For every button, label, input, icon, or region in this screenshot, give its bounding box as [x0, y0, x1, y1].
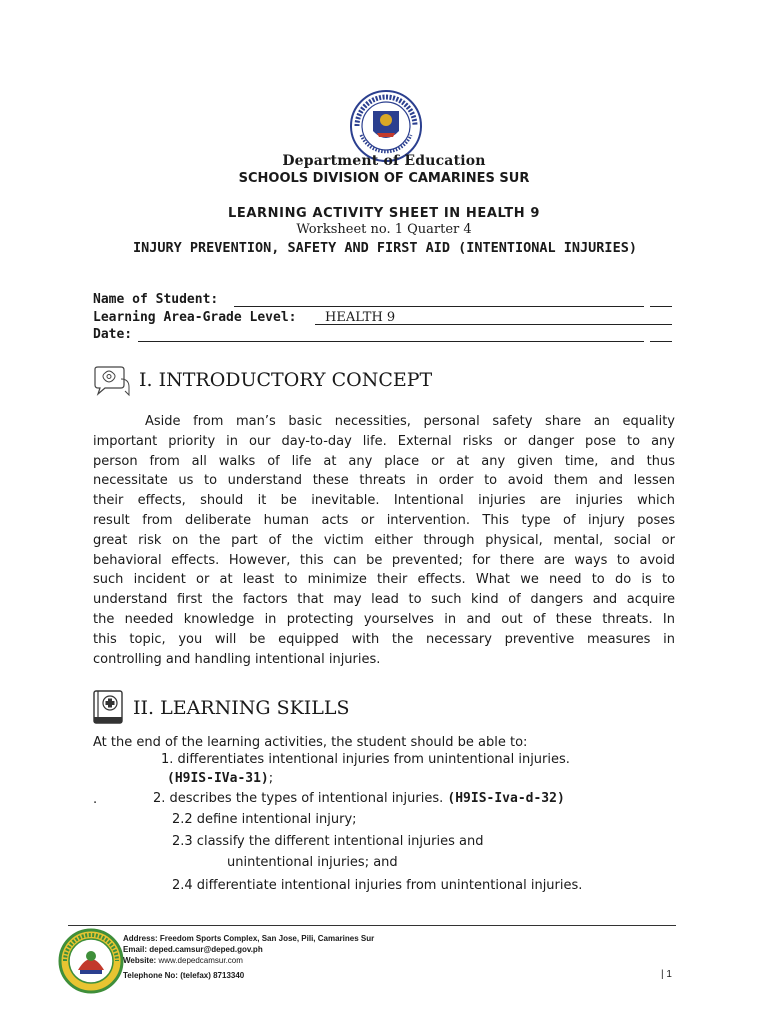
learning-area-field[interactable]: [93, 310, 396, 328]
division-name: SCHOOLS DIVISION OF CAMARINES SUR: [238, 171, 530, 186]
footer-email-label: Email:: [123, 945, 148, 954]
skill-item-2: 2. describes the types of intentional injuries.: [153, 791, 448, 806]
footer-telephone-value: (telefax) 8713340: [180, 971, 245, 980]
sdo-camarines-sur-seal-logo: [58, 928, 124, 994]
footer-email-value: deped.camsur@deped.gov.ph: [149, 945, 263, 954]
date-line: [138, 327, 644, 342]
intro-line: such incident or at least to minimize their effects. What we need to do is to: [93, 572, 675, 588]
intro-line: understand first the factors that may lead to such kind of dangers and acquire: [93, 592, 675, 608]
department-name: Department of Education: [282, 153, 486, 169]
skills-intro: At the end of the learning activities, the student should be able to:: [93, 735, 528, 750]
first-aid-book-icon: [91, 689, 127, 727]
skill-sub-2-4: 2.4 differentiate intentional injuries from unintentional injuries.: [172, 878, 583, 893]
skill-item-1-code: (H9IS-IVa-31): [167, 771, 269, 786]
footer-address: [123, 934, 374, 943]
sheet-title: LEARNING ACTIVITY SHEET IN HEALTH 9: [228, 206, 540, 221]
footer-address-label: Address:: [123, 934, 158, 943]
student-name-line: [234, 292, 644, 307]
footer-telephone: [123, 971, 244, 980]
intro-line: important priority in our day-to-day life. External risks or danger pose to any: [93, 433, 675, 449]
page-number: | 1: [661, 969, 672, 980]
student-name-label: Name of Student:: [93, 292, 219, 307]
worksheet-number: Worksheet no. 1 Quarter 4: [296, 222, 472, 237]
intro-line: controlling and handling intentional injuries.: [93, 651, 381, 667]
intro-line: Aside from man’s basic necessities, personal safety share an equality: [145, 414, 675, 429]
intro-line: behavioral effects. However, this can be prevented; for there are ways to avoid: [93, 552, 675, 568]
skill-sub-2-2: 2.2 define intentional injury;: [172, 812, 357, 827]
deped-seal-logo: [349, 89, 423, 163]
learning-area-value: HEALTH 9: [325, 310, 396, 325]
section1-title: I. INTRODUCTORY CONCEPT: [139, 369, 433, 391]
student-name-line-end: [650, 292, 672, 307]
intro-line: this topic, you will be equipped with the necessary preventive measures in: [93, 631, 675, 647]
topic-title: INJURY PREVENTION, SAFETY AND FIRST AID (INTENTIONAL INJURIES): [133, 240, 637, 256]
date-line-end: [650, 327, 672, 342]
date-field[interactable]: [93, 327, 132, 345]
skill-item-2-code: (H9IS-Iva-d-32): [447, 791, 565, 806]
intro-line: the needed knowledge in protecting yourselves in and out of these threats. In: [93, 611, 675, 627]
footer-divider: [68, 925, 676, 926]
skill-item-2-line: [153, 791, 565, 806]
learning-area-label: Learning Area-Grade Level:: [93, 310, 297, 325]
intro-line: result from deliberate human acts or intervention. This type of injury poses: [93, 512, 675, 528]
stray-dot: .: [93, 792, 98, 807]
date-label: Date:: [93, 327, 133, 342]
footer-website-value: www.depedcamsur.com: [158, 956, 243, 965]
skill-sub-2-3: 2.3 classify the different intentional injuries and: [172, 834, 484, 849]
speech-bubble-gear-icon: [91, 365, 133, 399]
skill-item-1-code-line: [167, 771, 273, 786]
intro-line: their effects, should it be inevitable. Intentional injuries are injuries which: [93, 493, 675, 509]
intro-line: great risk on the part of the victim either through physical, mental, social or: [93, 532, 675, 548]
intro-line: person from all walks of life at any place or at any given time, and thus: [93, 453, 675, 469]
footer-website-label: Website:: [123, 956, 157, 965]
skill-item-1: 1. differentiates intentional injuries from unintentional injuries.: [161, 752, 570, 767]
skill-item-1-suffix: ;: [268, 771, 274, 786]
intro-line: necessitate us to understand these threats in order to avoid them and lessen: [93, 473, 675, 489]
footer-website: [123, 956, 243, 965]
footer-telephone-label: Telephone No:: [123, 971, 178, 980]
student-name-field[interactable]: [93, 292, 218, 310]
skill-sub-2-3-cont: unintentional injuries; and: [227, 855, 398, 870]
footer-email: [123, 945, 263, 954]
section2-title: II. LEARNING SKILLS: [133, 697, 350, 719]
footer-address-value: Freedom Sports Complex, San Jose, Pili, Camarines Sur: [159, 934, 375, 943]
intro-paragraph: [93, 412, 675, 669]
